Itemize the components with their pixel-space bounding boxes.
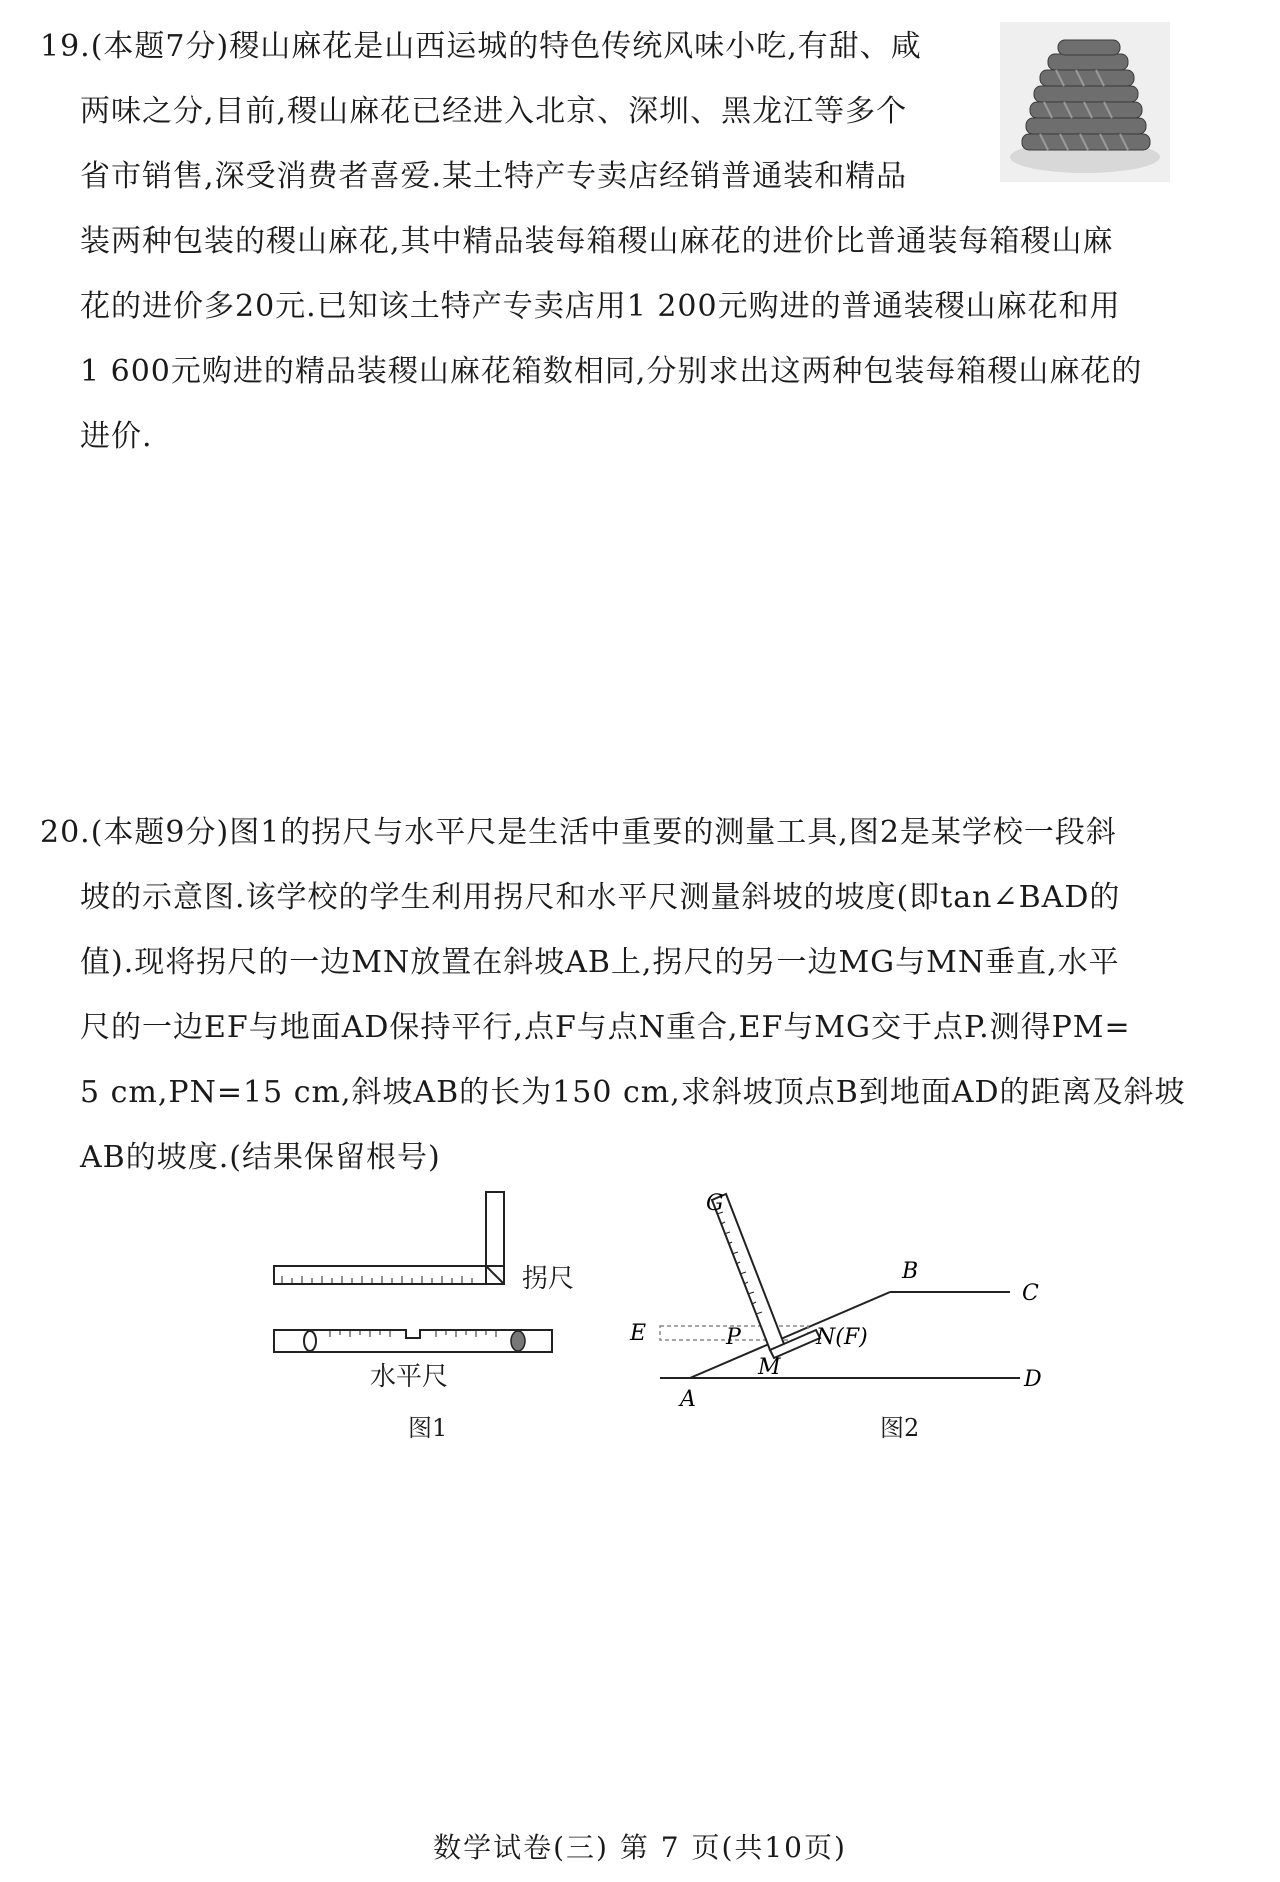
q19-line-5: 花的进价多20元.已知该土特产专卖店用1 200元购进的普通装稷山麻花和用 (80, 289, 1121, 324)
q19-line-1: 19.(本题7分)稷山麻花是山西运城的特色传统风味小吃,有甜、咸 (40, 29, 922, 64)
q20-line-3: 值).现将拐尺的一边MN放置在斜坡AB上,拐尺的另一边MG与MN垂直,水平 (80, 945, 1120, 980)
figure-2-drawing (620, 1180, 1080, 1420)
q19-line-3: 省市销售,深受消费者喜爱.某土特产专卖店经销普通装和精品 (80, 159, 908, 194)
q20-line-4: 尺的一边EF与地面AD保持平行,点F与点N重合,EF与MG交于点P.测得PM= (80, 1010, 1131, 1045)
label-n-f: N(F) (816, 1325, 868, 1350)
level-label: 水平尺 (370, 1362, 449, 1392)
q20-line-6: AB的坡度.(结果保留根号) (80, 1140, 441, 1175)
label-d: D (1024, 1367, 1042, 1392)
label-e: E (630, 1321, 647, 1346)
square-ticks (282, 1276, 472, 1284)
q19-line-4: 装两种包装的稷山麻花,其中精品装每箱稷山麻花的进价比普通装每箱稷山麻 (80, 224, 1114, 259)
label-b: B (902, 1259, 919, 1284)
figure-1-caption: 图1 (408, 1414, 448, 1442)
q19-line-6: 1 600元购进的精品装稷山麻花箱数相同,分别求出这两种包装每箱稷山麻花的 (80, 354, 1143, 389)
figures (0, 1180, 1280, 1480)
q19-line-7: 进价. (80, 419, 153, 454)
q20-line-5: 5 cm,PN=15 cm,斜坡AB的长为150 cm,求斜坡顶点B到地面AD的距离及斜坡 (80, 1075, 1186, 1110)
q20-line-1: 20.(本题9分)图1的拐尺与水平尺是生活中重要的测量工具,图2是某学校一段斜 (40, 815, 1117, 850)
page-footer: 数学试卷(三) 第 7 页(共10页) (433, 1831, 847, 1864)
square-label: 拐尺 (522, 1264, 575, 1294)
figure-2-caption: 图2 (880, 1414, 920, 1442)
carpenter-square (274, 1192, 504, 1284)
q19-line-2: 两味之分,目前,稷山麻花已经进入北京、深圳、黑龙江等多个 (80, 94, 908, 129)
mahua-photo (1000, 22, 1170, 182)
label-a: A (680, 1387, 696, 1412)
label-p: P (726, 1325, 741, 1350)
label-m: M (758, 1355, 781, 1380)
label-g: G (706, 1191, 724, 1216)
q20-line-2: 坡的示意图.该学校的学生利用拐尺和水平尺测量斜坡的坡度(即tan∠BAD的 (80, 880, 1121, 915)
question-19 (40, 14, 1143, 469)
level-bubble (511, 1331, 525, 1351)
label-c: C (1022, 1281, 1039, 1306)
question-20 (40, 800, 1240, 1190)
level-ticks (330, 1330, 496, 1337)
